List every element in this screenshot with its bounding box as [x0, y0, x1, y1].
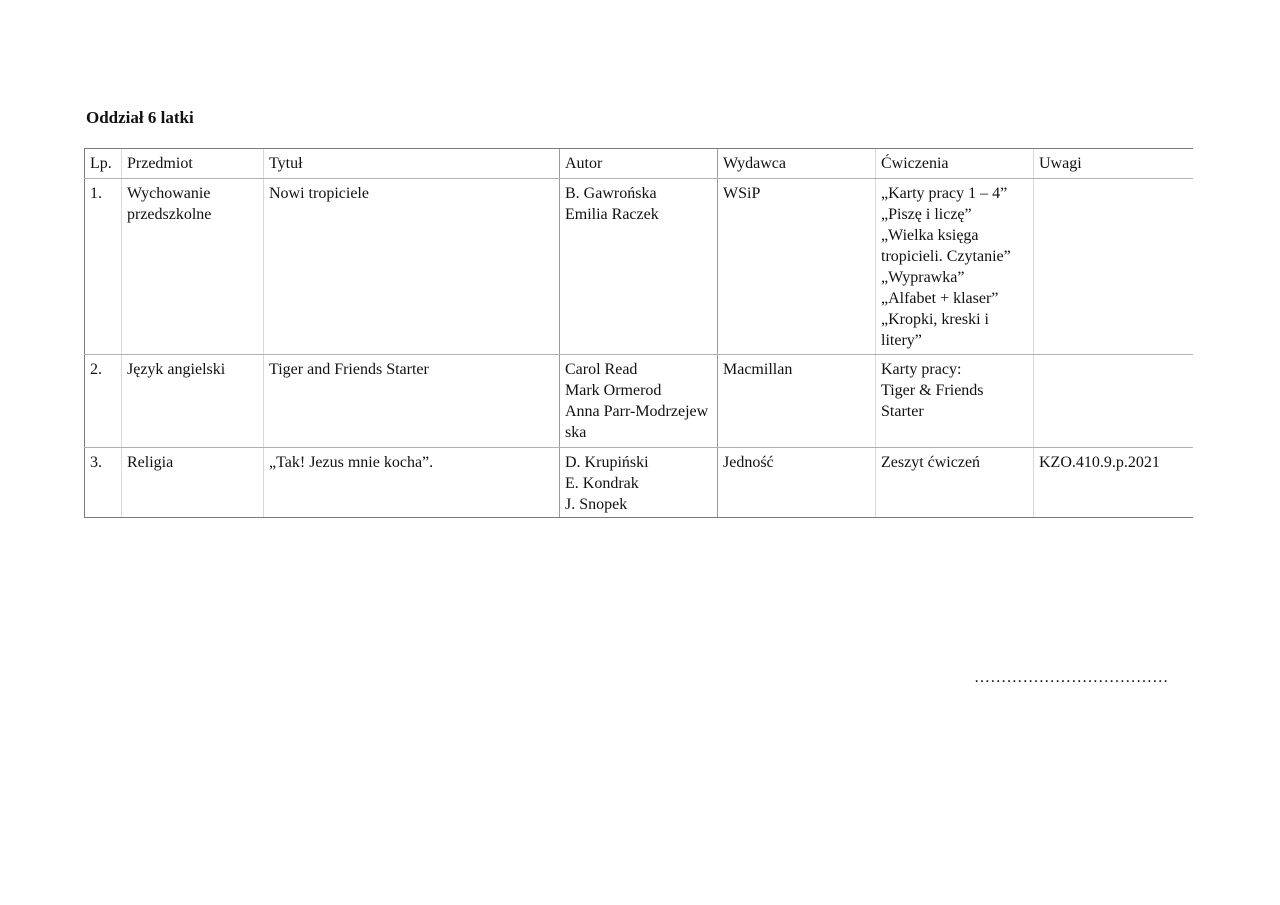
column-header-wydawca: Wydawca — [718, 149, 876, 179]
author-name: B. Gawrońska — [565, 185, 657, 202]
cell-wydawca: WSiP — [718, 179, 876, 355]
author-name: D. Krupiński — [565, 454, 649, 471]
exercise-item: Tiger & Friends Starter — [881, 382, 984, 420]
cell-autor — [560, 448, 718, 518]
signature-line: ……………………………… — [974, 669, 1169, 686]
exercise-item: „Kropki, kreski i litery” — [881, 311, 989, 349]
exercise-item: „Wyprawka” — [881, 269, 965, 286]
exercise-item: Karty pracy: — [881, 361, 962, 378]
column-header-uwagi: Uwagi — [1034, 149, 1193, 179]
author-name: Carol Read — [565, 361, 638, 378]
exercise-item: „Piszę i liczę” — [881, 206, 972, 223]
column-header-lp: Lp. — [85, 149, 122, 179]
author-name: Anna Parr-Modrzejewska — [565, 403, 709, 441]
cell-wydawca: Jedność — [718, 448, 876, 518]
cell-uwagi: KZO.410.9.p.2021 — [1034, 448, 1193, 518]
cell-tytul: Tiger and Friends Starter — [264, 355, 560, 448]
cell-autor — [560, 355, 718, 448]
table-header-row — [85, 149, 1193, 179]
exercise-item: Zeszyt ćwiczeń — [881, 454, 981, 471]
exercise-item: „Alfabet + klaser” — [881, 290, 999, 307]
author-name: J. Snopek — [565, 496, 628, 513]
table-row — [85, 179, 1193, 355]
cell-tytul: Nowi tropiciele — [264, 179, 560, 355]
table-row — [85, 448, 1193, 518]
exercise-item: „Karty pracy 1 – 4” — [881, 185, 1008, 202]
column-header-cwiczenia: Ćwiczenia — [876, 149, 1034, 179]
author-name: E. Kondrak — [565, 475, 639, 492]
cell-wydawca: Macmillan — [718, 355, 876, 448]
table-row — [85, 355, 1193, 448]
cell-autor — [560, 179, 718, 355]
cell-uwagi — [1034, 179, 1193, 355]
section-heading: Oddział 6 latki — [86, 108, 194, 127]
cell-lp: 1. — [85, 179, 122, 355]
cell-przedmiot: Religia — [122, 448, 264, 518]
author-name: Emilia Raczek — [565, 206, 659, 223]
exercise-item: „Wielka księga tropicieli. Czytanie” — [881, 227, 1011, 265]
cell-przedmiot: Język angielski — [122, 355, 264, 448]
cell-przedmiot: Wychowanie przedszkolne — [122, 179, 264, 355]
column-header-tytul: Tytuł — [264, 149, 560, 179]
textbook-table — [84, 148, 1193, 518]
column-header-autor: Autor — [560, 149, 718, 179]
author-name: Mark Ormerod — [565, 382, 662, 399]
column-header-przedmiot: Przedmiot — [122, 149, 264, 179]
cell-tytul: „Tak! Jezus mnie kocha”. — [264, 448, 560, 518]
cell-cwiczenia — [876, 179, 1034, 355]
cell-cwiczenia — [876, 448, 1034, 518]
cell-lp: 3. — [85, 448, 122, 518]
cell-cwiczenia — [876, 355, 1034, 448]
cell-uwagi — [1034, 355, 1193, 448]
cell-lp: 2. — [85, 355, 122, 448]
